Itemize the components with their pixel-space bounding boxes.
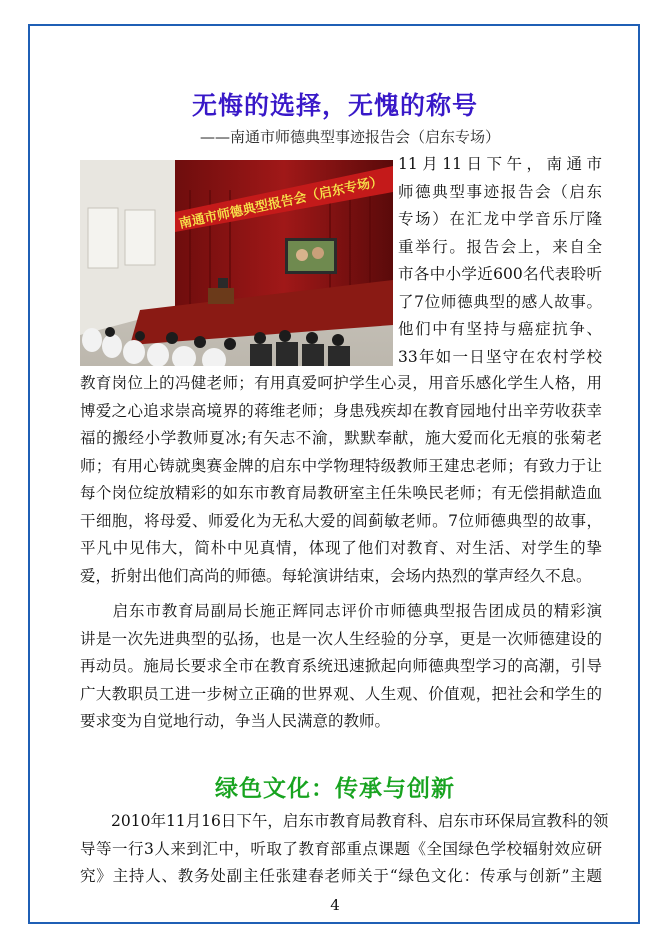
text-line: 广大教职员工进一步树立正确的世界观、人生观、价值观，把社会和学生的	[80, 684, 602, 703]
text-line: 福的搬经小学教师夏冰;有矢志不渝，默默奉献，施大爱而化无痕的张菊老	[80, 429, 602, 447]
text-line: 要求变为自觉地行动，争当人民满意的教师。	[80, 712, 391, 730]
text-line: 市各中小学近600名代表聆听	[398, 265, 602, 283]
text-line: 师德典型事迹报告会（启东	[398, 182, 602, 201]
text-line: 每个岗位绽放精彩的如东市教育局教研室主任朱唤民老师；有无偿捐献造血	[80, 484, 602, 502]
text-line: 导等一行3人来到汇中，听取了教育部重点课题《全国绿色学校辐射效应研	[80, 839, 602, 858]
article2-title: 绿色文化：传承与创新	[215, 776, 455, 802]
photo-banner-text: 南通市师德典型报告会（启东专场）	[177, 173, 385, 232]
text-line: 爱，折射出他们高尚的师德。每轮演讲结束，会场内热烈的掌声经久不息。	[80, 566, 592, 585]
text-line: 再动员。施局长要求全市在教育系统迅速掀起向师德典型学习的高潮，引导	[80, 657, 602, 675]
text-line: 启东市教育局副局长施正辉同志评价市师德典型报告团成员的精彩演	[80, 602, 602, 620]
text-line: 33年如一日坚守在农村学校	[398, 347, 602, 366]
event-photo	[80, 160, 393, 366]
page-number: 4	[330, 896, 340, 914]
text-line: 究》主持人、教务处副主任张建春老师关于“绿色文化：传承与创新”主题	[80, 867, 602, 885]
text-line: 2010年11月16日下午，启东市教育局教育科、启东市环保局宣教科的领	[80, 812, 609, 830]
text-line: 干细胞，将母爱、师爱化为无私大爱的闾蓟敏老师。7位师德典型的故事，	[80, 511, 602, 530]
text-line: 师；有用心铸就奥赛金牌的启东中学物理特级教师王建忠老师；有致力于让	[80, 456, 602, 475]
text-line: 博爱之心追求崇高境界的蒋维老师；身患残疾却在教育园地付出辛劳收获幸	[80, 401, 602, 420]
text-line: 11月11日下午，南通市	[398, 155, 602, 173]
text-line: 了7位师德典型的感人故事。	[398, 292, 602, 311]
text-line: 专场）在汇龙中学音乐厅隆	[398, 210, 602, 228]
article-paragraph-full	[80, 370, 602, 590]
article-title: 无悔的选择，无愧的称号	[191, 91, 478, 120]
text-line: 重举行。报告会上，来自全	[398, 237, 602, 256]
text-line: 他们中有坚持与癌症抗争、	[398, 320, 602, 338]
text-line: 讲是一次先进典型的弘扬，也是一次人生经验的分享，更是一次师德建设的	[80, 629, 602, 648]
article-paragraph-wrap	[398, 151, 602, 371]
article-paragraph-2	[80, 598, 602, 736]
article2-paragraph	[80, 808, 609, 891]
article-subtitle: ——南通市师德典型事迹报告会（启东专场）	[200, 128, 501, 146]
text-line: 平凡中见伟大，简朴中见真情，体现了他们对教育、对生活、对学生的挚	[80, 539, 602, 557]
text-line: 教育岗位上的冯健老师；有用真爱呵护学生心灵，用音乐感化学生人格，用	[80, 374, 602, 392]
